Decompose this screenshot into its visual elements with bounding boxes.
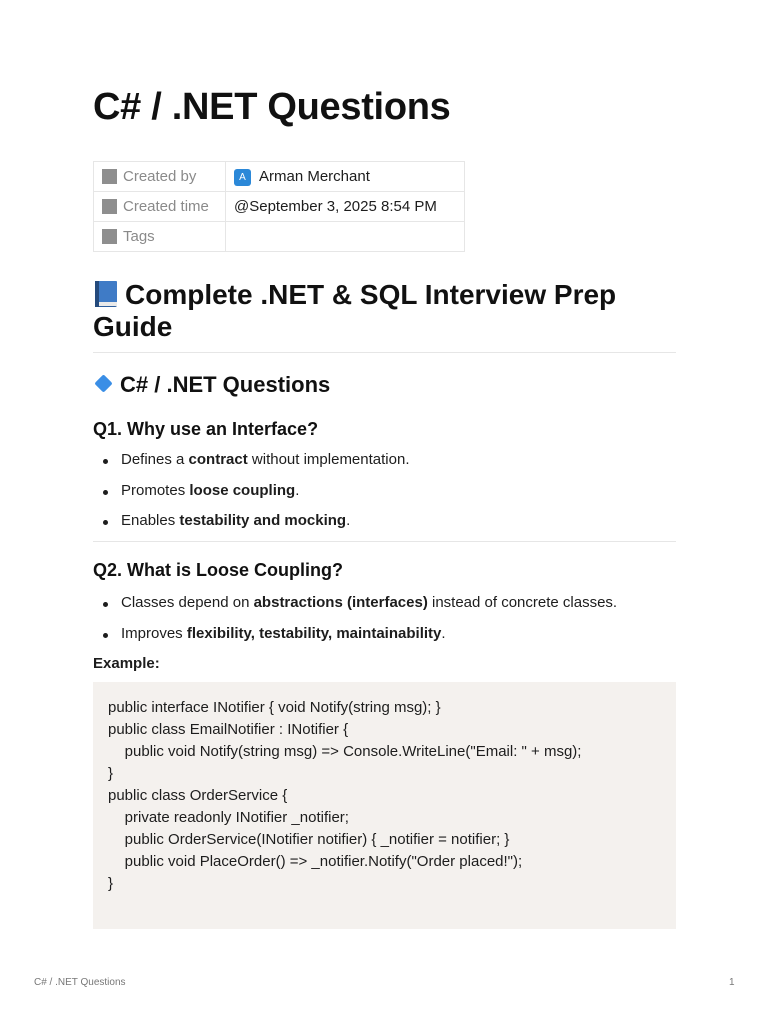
created-time-value: @September 3, 2025 8:54 PM (234, 198, 437, 215)
properties-table (93, 161, 465, 252)
property-row-created-time (94, 192, 465, 222)
property-value[interactable] (226, 162, 465, 192)
property-type-icon (102, 229, 117, 244)
question-2-bullets (93, 592, 617, 653)
list-item: Defines a contract without implementation. (93, 449, 409, 480)
property-key: Created time (94, 192, 226, 222)
question-1-title: Q1. Why use an Interface? (93, 419, 319, 439)
page-title: C# / .NET Questions (93, 86, 451, 128)
list-item: Promotes loose coupling. (93, 480, 409, 511)
example-label: Example: (93, 655, 160, 672)
property-type-icon (102, 199, 117, 214)
property-key: Created by (94, 162, 226, 192)
tags-value[interactable] (226, 222, 465, 252)
avatar: A (234, 169, 251, 186)
main-heading: Complete .NET & SQL Interview Prep Guide (93, 279, 617, 342)
property-value[interactable] (226, 192, 465, 222)
footer-title: C# / .NET Questions (34, 977, 126, 988)
list-item: Enables testability and mocking. (93, 510, 409, 541)
divider (93, 541, 676, 542)
divider (93, 352, 676, 353)
question-2-title: Q2. What is Loose Coupling? (93, 560, 343, 580)
property-row-tags (94, 222, 465, 252)
creator-name: Arman Merchant (259, 167, 370, 185)
blue-diamond-icon (94, 374, 112, 392)
property-key: Tags (94, 222, 226, 252)
list-item: Improves flexibility, testability, maintainability. (93, 623, 617, 654)
code-block[interactable]: public interface INotifier { void Notify(string msg); } public class EmailNotifier : INotifier { public void Notify(string msg) => Console.WriteLine("Email: " + msg); } public class OrderService { private readonly INotifier _notifier; public OrderService(INotifier notifier) { _notifier = notifier; } public void PlaceOrder() => _notifier.Notify("Order placed!"); } (93, 682, 676, 929)
section-heading: C# / .NET Questions (93, 372, 330, 398)
question-1-bullets (93, 449, 409, 541)
list-item: Classes depend on abstractions (interfaces) instead of concrete classes. (93, 592, 617, 623)
book-icon (93, 280, 119, 308)
property-row-created-by (94, 162, 465, 192)
page-number: 1 (729, 977, 735, 988)
property-type-icon (102, 169, 117, 184)
